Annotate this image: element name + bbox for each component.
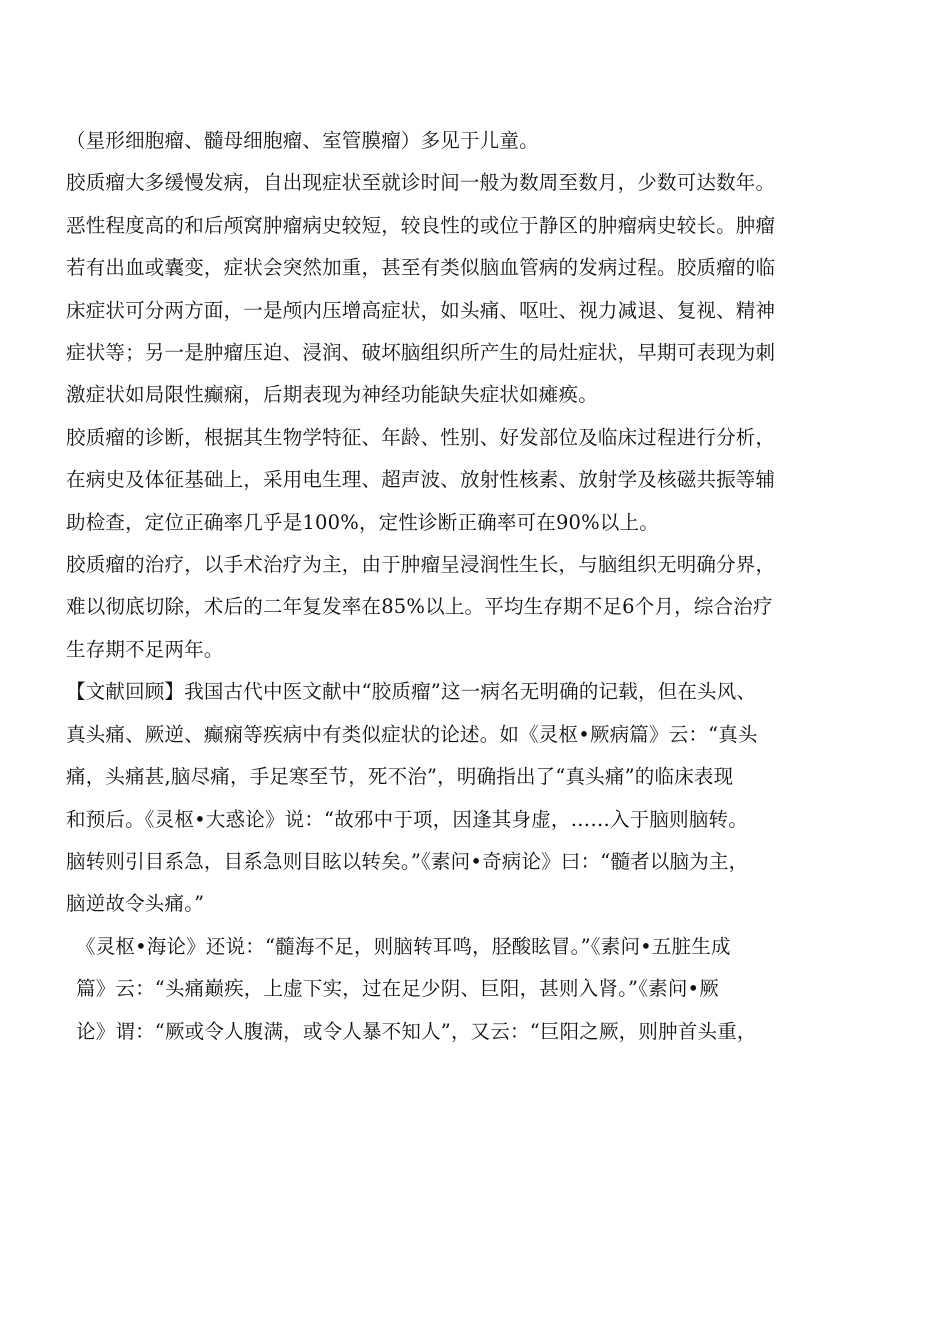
text-line: 和预后。《灵枢•大惑论》说：“故邪中于项，因逢其身虚，……入于脑则脑转。 <box>66 807 748 831</box>
paragraph-onset-symptoms <box>66 162 872 416</box>
paragraph-glioma-children <box>66 120 872 162</box>
text-line: 症状等；另一是肿瘤压迫、浸润、破坏脑组织所产生的局灶症状，早期可表现为刺 <box>66 341 776 365</box>
text-line: 生存期不足两年。 <box>66 637 224 661</box>
text-line: 《灵枢•海论》还说：“髓海不足，则脑转耳鸣，胫酸眩冒。”《素问•五脏生成 <box>76 934 731 958</box>
text-line: 若有出血或囊变，症状会突然加重，甚至有类似脑血管病的发病过程。胶质瘤的临 <box>66 256 776 280</box>
text-line: 【文献回顾】我国古代中医文献中“胶质瘤”这一病名无明确的记载，但在头风、 <box>66 680 757 704</box>
text-line: 在病史及体征基础上，采用电生理、超声波、放射性核素、放射学及核磁共振等辅 <box>66 468 776 492</box>
text-line: 脑逆故令头痛。” <box>66 892 205 916</box>
text-line: 胶质瘤的诊断，根据其生物学特征、年龄、性别、好发部位及临床过程进行分析， <box>66 425 776 449</box>
text-line: 真头痛、厥逆、癫痫等疾病中有类似症状的论述。如《灵枢•厥病篇》云：“真头 <box>66 722 758 746</box>
paragraph-literature-review <box>66 671 872 925</box>
paragraph-diagnosis <box>66 417 872 544</box>
text-line: 胶质瘤的治疗，以手术治疗为主，由于肿瘤呈浸润性生长，与脑组织无明确分界， <box>66 553 776 577</box>
text-line: 痛，头痛甚,脑尽痛，手足寒至节，死不治”，明确指出了“真头痛”的临床表现 <box>66 765 734 789</box>
text-line: 床症状可分两方面，一是颅内压增高症状，如头痛、呕吐、视力减退、复视、精神 <box>66 298 776 322</box>
paragraph-treatment <box>66 544 872 671</box>
text-line: 脑转则引目系急，目系急则目眩以转矣。”《素问•奇病论》曰：“髓者以脑为主， <box>66 849 749 873</box>
text-line: 恶性程度高的和后颅窝肿瘤病史较短，较良性的或位于静区的肿瘤病史较长。肿瘤 <box>66 213 776 237</box>
text-line: 难以彻底切除，术后的二年复发率在85%以上。平均生存期不足6个月，综合治疗 <box>66 595 773 619</box>
text-line: 助检查，定位正确率几乎是100%，定性诊断正确率可在90%以上。 <box>66 510 659 534</box>
text-line: （星形细胞瘤、髓母细胞瘤、室管膜瘤）多见于儿童。 <box>66 129 539 152</box>
text-line: 激症状如局限性癫痫，后期表现为神经功能缺失症状如瘫痪。 <box>66 383 598 407</box>
document-body <box>66 120 872 1053</box>
paragraph-classical-citations <box>66 926 872 1053</box>
text-line: 论》谓：“厥或令人腹满，或令人暴不知人”，又云：“巨阳之厥，则肿首头重， <box>76 1019 757 1043</box>
text-line: 篇》云：“头痛巅疾，上虚下实，过在足少阴、巨阳，甚则入肾。”《素问•厥 <box>76 977 719 1001</box>
text-line: 胶质瘤大多缓慢发病，自出现症状至就诊时间一般为数周至数月，少数可达数年。 <box>66 171 776 195</box>
